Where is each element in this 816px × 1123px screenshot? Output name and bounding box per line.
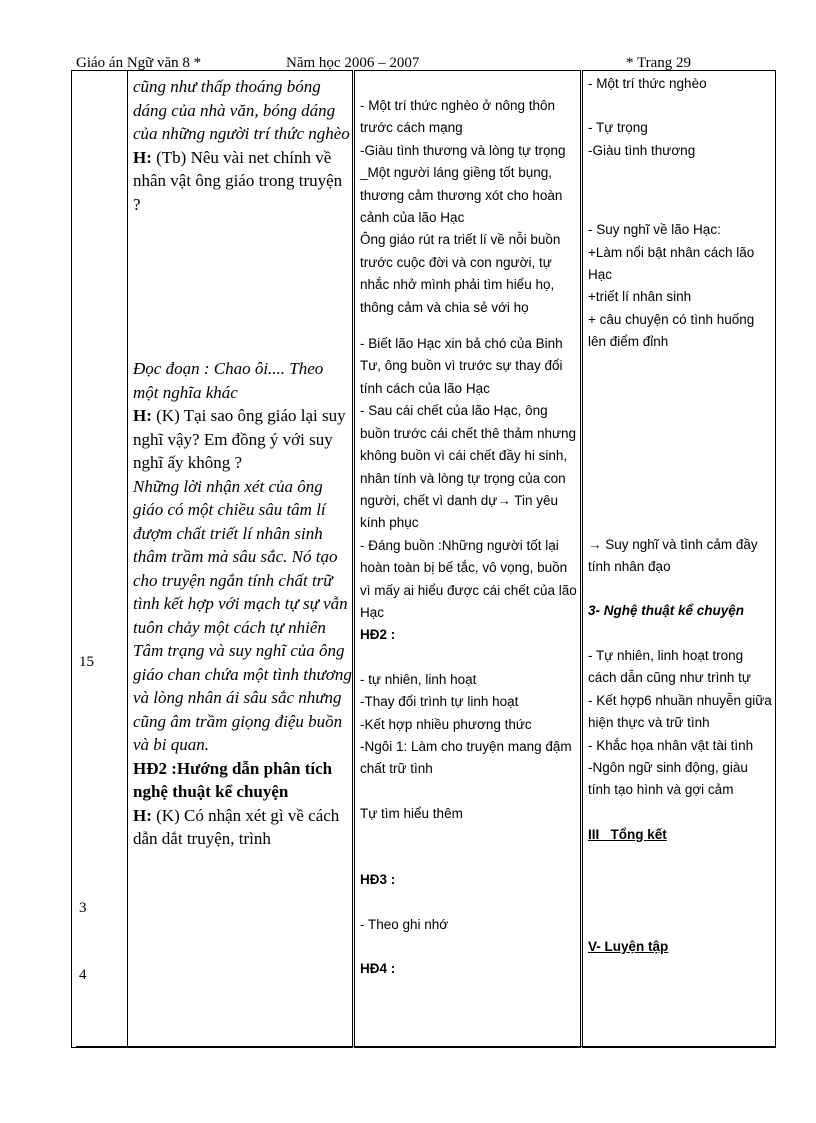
header-subject: Giáo án Ngữ văn 8 * bbox=[76, 55, 202, 71]
arrow-icon: → bbox=[588, 536, 602, 552]
note-text bbox=[588, 534, 773, 579]
question-label: H: bbox=[133, 805, 152, 825]
note-text: +triết lí nhân sinh bbox=[588, 289, 692, 305]
question bbox=[133, 404, 352, 475]
teacher-note: Tâm trạng và suy nghĩ của ông giáo chan chứa một tình thương và lòng nhân ái sâu sắc nhưng cũng âm trầm giọng điệu buồn và bi quan. bbox=[133, 641, 352, 754]
activity-heading: HĐ2 : bbox=[360, 627, 396, 643]
answer-text: - Đáng buồn :Những người tốt lại hoàn toàn bị bế tắc, vô vọng, buồn vì mấy ai hiểu được cái chết của lão Hạc bbox=[360, 537, 577, 620]
note-text: - Tự nhiên, linh hoạt trong cách dẫn cũng như trình tự bbox=[588, 647, 751, 686]
answer-text: -Giàu tình thương và lòng tự trọng bbox=[360, 142, 566, 158]
table-row bbox=[72, 71, 776, 1048]
spacer bbox=[360, 936, 578, 958]
note-text: + câu chuyện có tình huống lên điểm đỉnh bbox=[588, 311, 755, 350]
activity-heading: HĐ4 : bbox=[360, 961, 396, 976]
time-15: 15 bbox=[79, 654, 94, 670]
time-3: 3 bbox=[79, 900, 87, 916]
answer-text: - Một trí thức nghèo ở nông thôn trước cách mạng bbox=[360, 98, 555, 136]
answer-text: - Biết lão Hạc xin bả chó của Binh Tư, ông buồn vì trước sự thay đổi tính cách của lão Hạc bbox=[360, 336, 563, 396]
spacer bbox=[588, 162, 773, 219]
notes-column bbox=[582, 71, 776, 1048]
answer-text: Ông giáo rút ra triết lí về nỗi buồn trước cuộc đời và con người, tự nhắc nhở mình phải tìm hiểu họ, thông cảm và chia sẻ với họ bbox=[360, 232, 561, 315]
teacher-note: Những lời nhận xét của ông giáo có một chiều sâu tâm lí đượm chất triết lí nhân sinh thâm trầm mà sâu sắc. Nó tạo cho truyện ngắn tính chất trữ tình kết hợp với mạch tự sự vẫn tuôn chảy một cách tự nhiên bbox=[133, 476, 348, 637]
activity-heading: HĐ2 :Hướng dẫn phân tích nghệ thuật kể chuyện bbox=[133, 758, 333, 801]
time-column bbox=[72, 71, 128, 1048]
question-label: H: bbox=[133, 406, 152, 425]
spacer bbox=[360, 825, 578, 869]
spacer bbox=[588, 846, 773, 936]
footer-rule bbox=[76, 1046, 776, 1047]
answer-text: Tự tìm hiểu thêm bbox=[360, 805, 463, 821]
note-text: - Một trí thức nghèo bbox=[588, 76, 707, 91]
answer-text: -Ngôi 1: Làm cho truyện mang đậm chất trữ tình bbox=[360, 738, 572, 777]
spacer bbox=[588, 354, 773, 534]
answer-text-part: - Sau cái chết của lão Hạc, ông buồn trước cái chết thê thảm nhưng không buồn vì cái chết đầy hi sinh, nhân tính và lòng tự trọng của con người, chết vì danh dự bbox=[360, 403, 577, 508]
spacer bbox=[133, 216, 352, 357]
arrow-icon: → bbox=[497, 492, 511, 508]
answer-text-part: Tin yêu kính phục bbox=[360, 492, 559, 531]
spacer bbox=[360, 647, 578, 669]
note-text: +Làm nổi bật nhân cách lão Hạc bbox=[588, 244, 755, 283]
spacer bbox=[360, 892, 578, 914]
section-title: 3- Nghệ thuật kể chuyện bbox=[588, 603, 745, 619]
spacer bbox=[588, 802, 773, 824]
spacer bbox=[360, 781, 578, 803]
note-text: - Suy nghĩ về lão Hạc: bbox=[588, 222, 721, 238]
answer-text: -Thay đổi trình tự linh hoạt bbox=[360, 694, 519, 710]
spacer bbox=[588, 95, 773, 117]
section-title: III_ Tổng kết bbox=[588, 826, 667, 842]
question-text: (K) Có nhận xét gì về cách dẫn dắt truyện, trình bbox=[133, 805, 340, 848]
time-4: 4 bbox=[79, 967, 87, 983]
question-text: (K) Tại sao ông giáo lại suy nghĩ vậy? Em đồng ý với suy nghĩ ấy không ? bbox=[133, 406, 346, 472]
answer-text: - Theo ghi nhớ bbox=[360, 916, 449, 932]
header-page-number: * Trang 29 bbox=[626, 55, 692, 71]
question bbox=[133, 146, 352, 217]
header-school-year: Năm học 2006 – 2007 bbox=[286, 55, 420, 71]
answer-text: - tự nhiên, linh hoạt bbox=[360, 671, 477, 687]
note-text: -Ngôn ngữ sinh động, giàu tính tạo hình và gợi cảm bbox=[588, 759, 748, 798]
spacer bbox=[360, 319, 578, 333]
note-text: -Giàu tình thương bbox=[588, 142, 696, 158]
note-text: - Tự trọng bbox=[588, 120, 648, 136]
question-text: (Tb) Nêu vài net chính về nhân vật ông giáo trong truyện ? bbox=[133, 147, 343, 214]
question bbox=[133, 804, 352, 851]
activity-heading: HĐ3 : bbox=[360, 872, 396, 888]
teacher-note: Đọc đoạn : Chao ôi.... Theo một nghĩa khác bbox=[133, 359, 324, 402]
teacher-activity-column bbox=[128, 71, 354, 1048]
question-label: H: bbox=[133, 147, 152, 167]
page-header bbox=[76, 55, 776, 71]
lesson-table bbox=[71, 70, 776, 1048]
note-text: - Khắc họa nhân vật tài tình bbox=[588, 737, 754, 753]
spacer bbox=[588, 623, 773, 645]
student-activity-column bbox=[354, 71, 582, 1048]
answer-text: -Kết hợp nhiều phương thức bbox=[360, 716, 532, 732]
note-text: - Kết hợp6 nhuần nhuyễn giữa hiện thực và trữ tình bbox=[588, 692, 772, 731]
teacher-note: cũng như thấp thoáng bóng dáng của nhà văn, bóng dáng của những người trí thức nghèo bbox=[133, 77, 350, 143]
answer-text: _Một người láng giềng tốt bụng, thương cảm thương xót cho hoàn cảnh của lão Hạc bbox=[360, 165, 563, 226]
answer-text bbox=[360, 400, 578, 534]
spacer bbox=[588, 578, 773, 600]
note-text-part: Suy nghĩ và tình cảm đầy tính nhân đạo bbox=[588, 536, 758, 575]
section-title: V- Luyện tập bbox=[588, 939, 669, 955]
